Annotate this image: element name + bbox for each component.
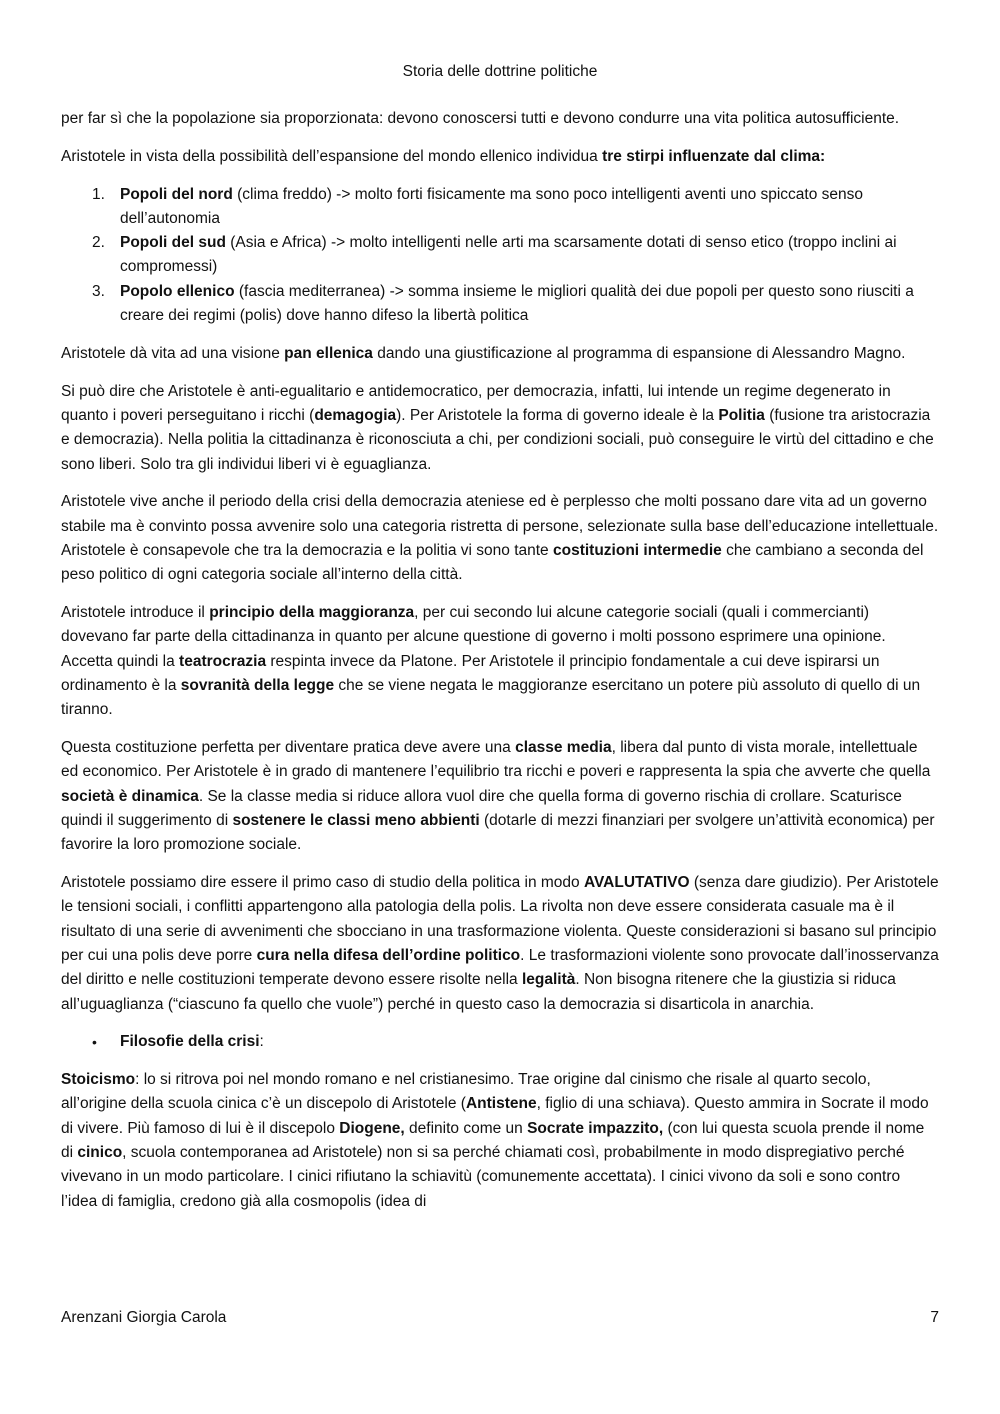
bold-text: Popoli del nord [120,185,233,203]
text: (Asia e Africa) -> molto intelligenti nelle arti ma scarsamente dotati di senso etico (troppo inclini ai compromessi) [120,234,897,276]
bold-text: Popolo ellenico [120,282,235,300]
text: . Non bisogna ritenere che la giustizia si riduca all’uguaglianza (“ciascuno fa quello che vuole”) perché in questo caso la democrazia si disarticola in anarchia. [61,971,896,1013]
bold-text: sovranità della legge [180,676,335,694]
bold-text: AVALUTATIVO [583,874,690,892]
text: : [259,1033,264,1051]
text: . Se la classe media si riduce allora vuol dire che quella forma di governo rischia di crollare. Scaturisce quindi il suggerimento di [61,787,902,829]
list-number: 3. [92,282,105,300]
bullet-icon: • [92,1034,97,1051]
page-header-title: Storia delle dottrine politiche [402,63,598,80]
list-item [61,1030,939,1054]
text: . Le trasformazioni violente sono provocate dall’inosservanza del diritto e nelle costituzioni temperate devono essere risolte nella [61,946,939,989]
bold-text: classe media [515,739,612,757]
climate-list [61,183,939,329]
text: che cambiano a seconda del peso politico di ogni categoria sociale all’interno della città. [61,541,924,584]
text: Aristotele introduce il [61,604,210,622]
list-item [61,231,939,280]
text: (clima freddo) -> molto forti fisicamente ma sono poco intelligenti aventi uno spiccato senso dell’autonomia [120,185,864,227]
paragraph-6 [61,601,939,722]
text: che se viene negata le maggioranze esercitano un potere più assoluto di quello di un tiranno. [61,676,921,719]
paragraph-4 [61,380,939,477]
paragraph-7 [61,736,939,857]
bold-text: demagogia [314,406,397,424]
text: Aristotele dà vita ad una visione [61,344,285,362]
bold-text: Stoicismo [61,1071,136,1089]
bold-text: società è dinamica [61,787,199,805]
text: per far sì che la popolazione sia proporzionata: devono conoscersi tutti e devono condurre una vita politica autosufficiente. [61,110,900,127]
paragraph-1 [61,107,939,131]
text: Aristotele vive anche il periodo della crisi della democrazia ateniese ed è perplesso che molti possano dare vita ad un governo stabile ma è convinto possa avvenire solo una categoria ristretta di persone, selezionate sulla base dell’educazione intellettuale. Aristotele è consapevole che tra la democrazia e la politia vi sono tante [61,493,939,559]
bold-text: costituzioni intermedie [552,541,722,559]
bold-text: Antistene [465,1095,537,1113]
text: respinta invece da Platone. Per Aristotele il principio fondamentale a cui deve ispirarsi un ordinamento è la [61,652,880,694]
text: dando una giustificazione al programma di espansione di Alessandro Magno. [372,344,906,362]
paragraph-9 [61,1068,939,1214]
paragraph-5 [61,490,939,587]
bold-text: teatrocrazia [179,652,267,670]
text: (fascia mediterranea) -> somma insieme le migliori qualità dei due popoli per questo sono riusciti a creare dei regimi (polis) dove hanno difeso la libertà politica [120,282,914,325]
text: (fusione tra aristocrazia e democrazia). Nella politia la cittadinanza è riconosciuta a chi, per condizioni sociali, può conseguire le virtù del cittadino e che sono liberi. Solo tra gli individui liberi vi è eguaglianza. [61,406,934,473]
text: , libera dal punto di vista morale, intellettuale ed economico. Per Aristotele è in grado di mantenere l’equilibrio tra ricchi e poveri e rappresenta la spia che avverte che quella [61,739,931,781]
text: Aristotele in vista della possibilità dell’espansione del mondo ellenico individua [61,147,603,165]
list-number: 1. [92,185,105,203]
bold-text: principio della maggioranza [209,604,415,622]
bullet-list [61,1030,939,1054]
bold-text: Politia [718,406,765,424]
bold-text: legalità [521,971,576,989]
bold-text: Socrate impazzito, [527,1119,664,1137]
list-number: 2. [92,234,105,252]
bold-text: cinico [77,1143,123,1161]
bold-text: Popoli del sud [120,234,226,252]
text: (con lui questa scuola prende il nome di [61,1119,925,1161]
text: (dotarle di mezzi finanziari per svolgere un’attività economica) per favorire la loro promozione sociale. [61,811,935,854]
bold-text: pan ellenica [284,344,373,362]
text: definito come un [404,1119,528,1137]
bold-text: Filosofie della crisi [120,1033,260,1051]
paragraph-2 [61,145,939,169]
list-item [61,183,939,232]
page-number: 7 [930,1309,939,1326]
paragraph-3 [61,342,939,366]
text: ). Per Aristotele la forma di governo ideale è la [396,406,719,424]
footer-author: Arenzani Giorgia Carola [61,1309,227,1326]
text: Si può dire che Aristotele è anti-egualitario e antidemocratico, per democrazia, infatti, lui intende un regime degenerato in quanto i poveri perseguitano i ricchi ( [61,382,891,424]
bold-text: sostenere le classi meno abbienti [232,811,480,829]
text: Questa costituzione perfetta per diventare pratica deve avere una [61,739,516,757]
bold-text: tre stirpi influenzate dal clima: [602,147,826,165]
text: : lo si ritrova poi nel mondo romano e nel cristianesimo. Trae origine dal cinismo che risale al quarto secolo, all’origine della scuola cinica c’è un discepolo di Aristotele ( [61,1071,871,1113]
bold-text: cura nella difesa dell’ordine politico [256,946,521,964]
text: , per cui secondo lui alcune categorie sociali (quali i commercianti) dovevano far parte della cittadinanza in quanto per alcune questione di governo i molti possono esprimere una opinione. Accetta quindi la [61,604,886,670]
text: (senza dare giudizio). Per Aristotele le tensioni sociali, i conflitti appartengono alla patologia della polis. La rivolta non deve essere considerata casuale ma è il risultato di una serie di avvenimenti che sbocciano in una trasformazione violenta. Queste considerazioni si basano sul principio per cui una polis deve porre [61,874,939,964]
text: Aristotele possiamo dire essere il primo caso di studio della politica in modo [61,874,584,892]
paragraph-8 [61,871,939,1017]
list-item [61,280,939,329]
document-body [61,107,939,1227]
text: , scuola contemporanea ad Aristotele) non si sa perché chiamati così, probabilmente in modo dispregiativo perché vivevano in un modo particolare. I cinici rifiutano la schiavitù (comunemente accettata). I cinici vivono da soli e sono contro l’idea di famiglia, credono già alla cosmopolis (idea di [61,1143,905,1210]
bold-text: Diogene, [339,1119,405,1137]
text: , figlio di una schiava). Questo ammira in Socrate il modo di vivere. Più famoso di lui è il discepolo [61,1095,929,1137]
